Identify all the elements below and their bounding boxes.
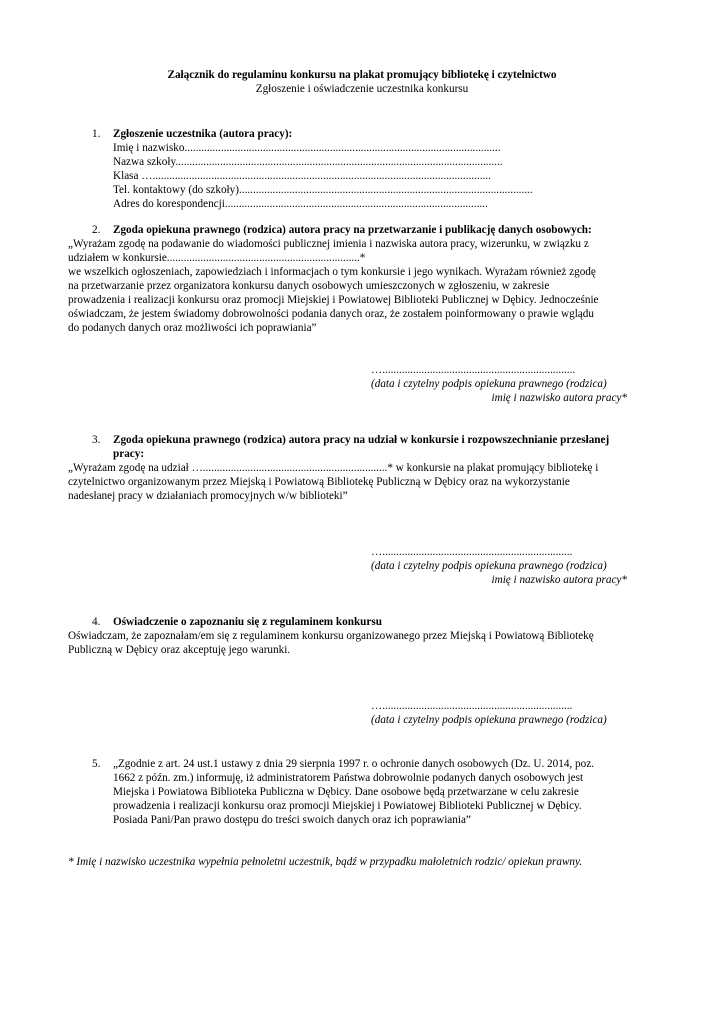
address-field-line: Adres do korespondencji.............................................................................................. [113, 198, 488, 210]
page-subtitle: Zgłoszenie i oświadczenie uczestnika konkursu [255, 83, 469, 95]
section-5-number: 5. [92, 758, 101, 770]
section-5-text-line: prowadzenia i realizacji konkursu oraz promocji Miejskiej i Powiatowej Biblioteki Publicznej w Dębicy. [113, 800, 582, 812]
footnote: * Imię i nazwisko uczestnika wypełnia pełnoletni uczestnik, bądź w przypadku małoletnich rodzic/ opiekun prawny. [68, 856, 583, 868]
section-2-heading: Zgoda opiekuna prawnego (rodzica) autora pracy na przetwarzanie i publikację danych osobowych: [113, 224, 592, 236]
section-1-number: 1. [92, 128, 101, 140]
section-3-signature-caption: (data i czytelny podpis opiekuna prawnego (rodzica) [371, 560, 607, 572]
section-2-author-name-caption: imię i nazwisko autora pracy* [491, 392, 627, 404]
section-3-signature-line: ….................................................................... [371, 546, 573, 558]
section-2-text-line: prowadzenia i realizacji konkursu oraz promocji Miejskiej i Powiatowej Biblioteki Publicznej w Dębicy. Jednocześnie [68, 294, 599, 306]
section-2-number: 2. [92, 224, 101, 236]
section-2-text-line: udziałem w konkursie.....................................................................* [68, 252, 366, 264]
section-2-text-line: „Wyrażam zgodę na podawanie do wiadomości publicznej imienia i nazwiska autora pracy, wizerunku, w związku z [68, 238, 589, 250]
school-field-line: Nazwa szkoły..................................................................................................................... [113, 156, 503, 168]
section-1-heading: Zgłoszenie uczestnika (autora pracy): [113, 128, 293, 140]
section-4-signature-caption: (data i czytelny podpis opiekuna prawnego (rodzica) [371, 714, 607, 726]
section-3-author-name-caption: imię i nazwisko autora pracy* [491, 574, 627, 586]
section-4-text-line: Oświadczam, że zapoznałam/em się z regulaminem konkursu organizowanego przez Miejską i Powiatową Bibliotekę [68, 630, 594, 642]
section-4-number: 4. [92, 616, 101, 628]
class-field-line: Klasa …......................................................................................................................... [113, 170, 491, 182]
section-5-text-line: Posiada Pani/Pan prawo dostępu do treści swoich danych oraz ich poprawiania” [113, 814, 471, 826]
page-title: Załącznik do regulaminu konkursu na plakat promujący bibliotekę i czytelnictwo [167, 69, 557, 81]
section-2-text-line: oświadczam, że jestem świadomy dobrowolności podania danych oraz, że zostałem poinformowany o prawie wglądu [68, 308, 594, 320]
section-2-text-line: na przetwarzanie przez organizatora konkursu danych osobowych umieszczonych w zgłoszeniu, w zakresie [68, 280, 550, 292]
section-3-number: 3. [92, 434, 101, 446]
section-2-signature-line: …..................................................................... [371, 364, 576, 376]
section-5-text-line: Miejska i Powiatowa Biblioteka Publiczna w Dębicy. Dane osobowe będą przetwarzane w celu zakresie [113, 786, 579, 798]
section-5-text-line: 1662 z późn. zm.) informuję, iż administratorem Państwa dobrowolnie podanych danych osobowych jest [113, 772, 584, 784]
section-3-heading-cont: pracy: [113, 448, 145, 460]
section-3-heading: Zgoda opiekuna prawnego (rodzica) autora pracy na udział w konkursie i rozpowszechnianie przesłanej [113, 434, 610, 446]
section-2-text-line: do podanych danych oraz możliwości ich poprawiania” [68, 322, 317, 334]
section-2-text-line: we wszelkich ogłoszeniach, zapowiedziach i informacjach o tym konkursie i jego wynikach. Wyrażam również zgodę [68, 266, 596, 278]
phone-field-line: Tel. kontaktowy (do szkoły)......................................................................................................... [113, 184, 533, 196]
section-5-text-line: „Zgodnie z art. 24 ust.1 ustawy z dnia 29 sierpnia 1997 r. o ochronie danych osobowych (Dz. U. 2014, poz. [113, 758, 594, 770]
section-4-signature-line: ….................................................................... [371, 700, 573, 712]
name-field-line: Imię i nazwisko................................................................................................................. [113, 142, 501, 154]
section-2-signature-caption: (data i czytelny podpis opiekuna prawnego (rodzica) [371, 378, 607, 390]
section-3-text-line: czytelnictwo organizowanym przez Miejską i Powiatową Bibliotekę Publiczną w Dębicy oraz na wykorzystanie [68, 476, 570, 488]
section-4-text-line: Publiczną w Dębicy oraz akceptuję jego warunki. [68, 644, 291, 656]
section-3-text-line: „Wyrażam zgodę na udział …..................................................................* w konkursie na plakat promujący bibliotekę i [68, 462, 599, 474]
section-3-text-line: nadesłanej pracy w działaniach promocyjnych w/w biblioteki” [68, 490, 348, 502]
section-4-heading: Oświadczenie o zapoznaniu się z regulaminem konkursu [113, 616, 382, 628]
